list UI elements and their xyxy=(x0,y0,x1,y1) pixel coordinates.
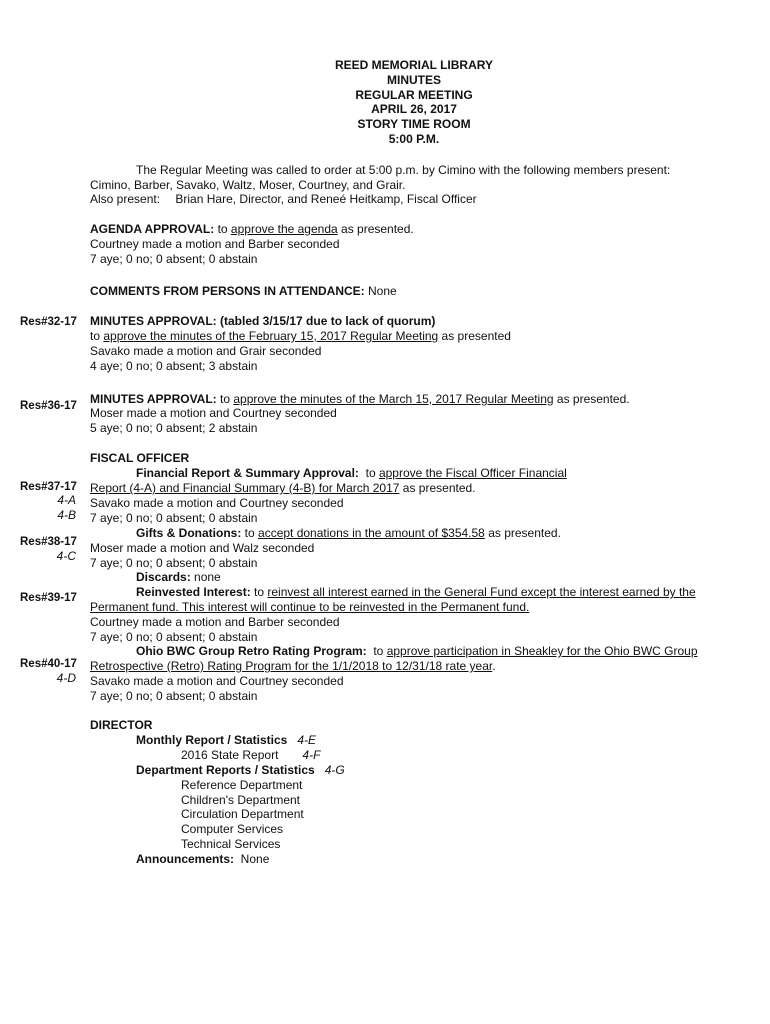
state-report: 2016 State Report 4-F xyxy=(181,748,321,762)
bwc-retro-vote: 7 aye; 0 no; 0 absent; 0 abstain xyxy=(90,689,258,703)
header-minutes: MINUTES xyxy=(387,73,441,87)
opening-line-2: Cimino, Barber, Savako, Waltz, Moser, Courtney, and Grair. xyxy=(90,178,406,192)
header-date: APRIL 26, 2017 xyxy=(371,102,457,116)
attachment-ref: 4-C xyxy=(56,549,76,563)
minutes-approval-1-title: MINUTES APPROVAL: (tabled 3/15/17 due to lack of quorum) xyxy=(90,314,436,328)
fiscal-officer-heading: FISCAL OFFICER xyxy=(90,451,190,465)
agenda-title: AGENDA APPROVAL: xyxy=(90,222,215,236)
header-library-name: REED MEMORIAL LIBRARY xyxy=(334,58,493,72)
department-reports: Department Reports / Statistics 4-G xyxy=(136,763,345,777)
minutes-approval-1-motion: Savako made a motion and Grair seconded xyxy=(90,344,322,358)
resolution-number: Res#38-17 xyxy=(20,536,77,548)
department-item: Children's Department xyxy=(181,793,301,807)
attachment-ref: 4-A xyxy=(57,493,76,507)
opening-line-3 xyxy=(90,192,477,207)
reinvested-interest-line-1: Reinvested Interest: to reinvest all interest earned in the General Fund except the interest earned by the xyxy=(136,585,696,599)
discards: Discards: none xyxy=(136,570,221,584)
minutes-approval-1-text: to approve the minutes of the February 15, 2017 Regular Meeting as presented xyxy=(90,329,511,343)
announcements: Announcements: None xyxy=(136,852,270,866)
agenda-motion: Courtney made a motion and Barber seconded xyxy=(90,237,340,251)
bwc-retro-line-1: Ohio BWC Group Retro Rating Program: to approve participation in Sheakley for the Ohio BWC Group xyxy=(136,644,698,658)
resolution-number: Res#39-17 xyxy=(20,592,77,604)
header-room: STORY TIME ROOM xyxy=(357,117,471,131)
comments-from-attendance: COMMENTS FROM PERSONS IN ATTENDANCE: None xyxy=(90,284,397,298)
resolution-number: Res#37-17 xyxy=(20,481,77,493)
gifts-donations: Gifts & Donations: to accept donations in the amount of $354.58 as presented. xyxy=(136,526,561,540)
comments-title: COMMENTS FROM PERSONS IN ATTENDANCE: xyxy=(90,284,365,298)
monthly-report: Monthly Report / Statistics 4-E xyxy=(136,733,317,747)
minutes-approval-1-vote: 4 aye; 0 no; 0 absent; 3 abstain xyxy=(90,359,258,373)
opening-line-1: The Regular Meeting was called to order at 5:00 p.m. by Cimino with the following members present: xyxy=(136,163,671,177)
department-item: Reference Department xyxy=(181,778,303,792)
attachment-ref: 4-B xyxy=(57,508,76,522)
header-meeting-type: REGULAR MEETING xyxy=(355,88,473,102)
financial-report-line-2: Report (4-A) and Financial Summary (4-B) for March 2017 as presented. xyxy=(90,481,476,495)
department-item: Computer Services xyxy=(181,822,284,836)
financial-report-line-1: Financial Report & Summary Approval: to approve the Fiscal Officer Financial xyxy=(136,466,567,480)
also-present-label: Also present: xyxy=(90,192,161,206)
reinvested-interest-line-2: Permanent fund. This interest will continue to be reinvested in the Permanent fund. xyxy=(90,600,530,614)
financial-report-motion: Savako made a motion and Courtney seconded xyxy=(90,496,344,510)
attachment-ref: 4-D xyxy=(56,671,76,685)
header-time: 5:00 P.M. xyxy=(388,132,440,146)
department-item: Circulation Department xyxy=(181,807,304,821)
minutes-approval-2: MINUTES APPROVAL: to approve the minutes of the March 15, 2017 Regular Meeting as presented. xyxy=(90,392,630,406)
agenda-motion-text: approve the agenda xyxy=(230,222,338,236)
minutes-approval-2-motion: Moser made a motion and Courtney seconded xyxy=(90,406,337,420)
reinvested-interest-motion: Courtney made a motion and Barber seconded xyxy=(90,615,340,629)
reinvested-interest-vote: 7 aye; 0 no; 0 absent; 0 abstain xyxy=(90,630,258,644)
also-present-text: Brian Hare, Director, and Reneé Heitkamp, Fiscal Officer xyxy=(175,192,477,206)
bwc-retro-motion: Savako made a motion and Courtney seconded xyxy=(90,674,344,688)
gifts-donations-vote: 7 aye; 0 no; 0 absent; 0 abstain xyxy=(90,556,258,570)
gifts-donations-motion: Moser made a motion and Walz seconded xyxy=(90,541,315,555)
agenda-vote: 7 aye; 0 no; 0 absent; 0 abstain xyxy=(90,252,258,266)
bwc-retro-line-2: Retrospective (Retro) Rating Program for the 1/1/2018 to 12/31/18 rate year. xyxy=(90,659,496,673)
department-item: Technical Services xyxy=(181,837,281,851)
resolution-number: Res#36-17 xyxy=(20,400,77,412)
financial-report-vote: 7 aye; 0 no; 0 absent; 0 abstain xyxy=(90,511,258,525)
resolution-number: Res#32-17 xyxy=(20,316,77,328)
agenda-approval: AGENDA APPROVAL: to approve the agenda as presented. xyxy=(90,222,414,236)
resolution-number: Res#40-17 xyxy=(20,658,77,670)
minutes-approval-2-vote: 5 aye; 0 no; 0 absent; 2 abstain xyxy=(90,421,258,435)
director-heading: DIRECTOR xyxy=(90,718,153,732)
